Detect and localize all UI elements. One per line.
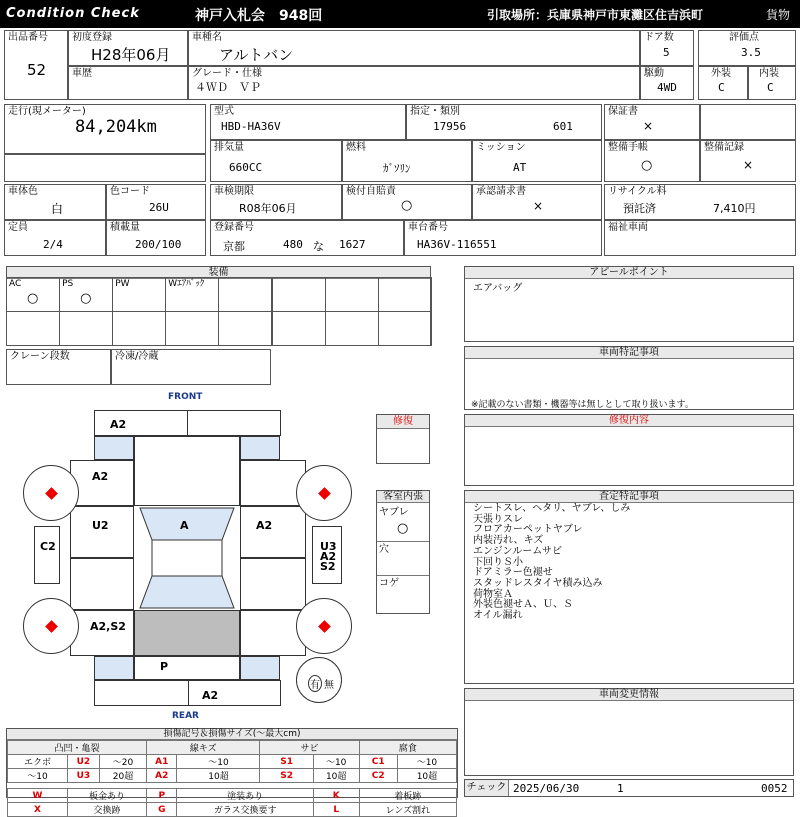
- equipment-cell: [165, 277, 219, 312]
- equipment-cell: [378, 277, 432, 312]
- left-rear-door: [70, 558, 134, 610]
- note-line: 下回りＳ小: [473, 556, 523, 568]
- drive: 4WD: [657, 81, 677, 94]
- spare-yes: 有: [308, 675, 322, 692]
- equipment-mark: ○: [27, 291, 39, 306]
- appeal-text: エアバッグ: [473, 283, 523, 294]
- change-info-panel: 車両変更情報: [464, 688, 794, 776]
- record-box: 整備記録 ×: [700, 140, 796, 182]
- hood: [134, 436, 240, 506]
- maint-book: ○: [641, 158, 653, 173]
- logo: Condition Check: [6, 6, 140, 21]
- disp-box: 排気量 660CC: [210, 140, 342, 182]
- plate-kana: な: [313, 240, 324, 253]
- plate-class: 480: [283, 238, 303, 251]
- color-code: 26U: [149, 201, 169, 214]
- welfare-box: 福祉車両: [604, 220, 796, 256]
- mark-right-side-3: S2: [320, 560, 336, 573]
- check-row: [464, 779, 794, 797]
- check-label: チェック: [465, 780, 509, 796]
- mission-box: ミッション AT: [472, 140, 602, 182]
- warranty: ×: [643, 119, 654, 133]
- right-front-door: [240, 506, 306, 558]
- load-capacity: 200/100: [135, 238, 182, 251]
- mark-front-bumper: A2: [110, 418, 127, 431]
- name-box: 車種名 アルトバン: [188, 30, 640, 66]
- inspection-box: 車検期限 R08年06月: [210, 184, 342, 220]
- note-line: スタッドレスタイヤ積み込み: [473, 577, 603, 589]
- right-headlight: [240, 436, 280, 460]
- displacement: 660CC: [229, 161, 263, 174]
- doors-box: ドア数 5: [640, 30, 694, 66]
- recycle-fee: 7,410円: [713, 202, 756, 215]
- car-name: アルトバン: [219, 46, 294, 64]
- mark-rear-bumper: A2: [202, 689, 219, 702]
- equipment-cell: [112, 277, 166, 312]
- fridge-box: 冷凍/冷蔵: [111, 349, 271, 385]
- mark-tailgate: P: [160, 660, 169, 673]
- notes-list: [473, 504, 630, 622]
- left-quarter: [70, 610, 134, 656]
- crane-box: クレーン段数: [6, 349, 111, 385]
- mileage: 84,204km: [75, 117, 157, 137]
- plate-box: 登録番号 京都 480 な 1627: [210, 220, 404, 256]
- score-box: 評価点 3.5: [698, 30, 796, 66]
- equipment-title: 装備: [7, 267, 430, 279]
- luggage-area: [134, 610, 240, 656]
- cabin-tear-mark: ○: [397, 521, 409, 536]
- wheel-rear-right: [296, 598, 352, 654]
- right-taillight: [240, 656, 280, 680]
- legend-title: 損傷記号＆損傷サイズ(～最大cm): [7, 729, 457, 740]
- ext-box: 外装 C: [698, 66, 748, 100]
- check-date: 2025/06/30: [513, 782, 580, 795]
- appeal-panel: アピールポイント エアバッグ: [464, 266, 794, 342]
- wheel-rear-left: [23, 598, 79, 654]
- equipment-cell: [59, 277, 113, 312]
- maint-record: ×: [743, 158, 754, 172]
- plate-number: 1627: [339, 238, 366, 251]
- mark-left-fender: A2: [92, 470, 109, 483]
- model-box: 型式 HBD-HA36V: [210, 104, 406, 140]
- capacity-box: 定員 2/4: [4, 220, 106, 256]
- mark-left-side: C2: [40, 540, 56, 553]
- equipment-cell: [59, 311, 113, 346]
- designation-box: 指定・類別 17956 601: [406, 104, 602, 140]
- equipment-label: Wｴｱﾊﾞｯｸ: [168, 279, 205, 289]
- equipment-mark: ○: [80, 291, 92, 306]
- mark-right-front-door: A2: [256, 519, 273, 532]
- equipment-cell: [325, 277, 379, 312]
- auction-title: 神戸入札会 948回: [195, 8, 323, 24]
- history-box: 車歴: [68, 66, 188, 100]
- special-panel: 車両特記事項 ※記載のない書類・機器等は無しとして取り扱います。: [464, 346, 794, 410]
- blank-box: [4, 154, 206, 182]
- category: 601: [553, 120, 573, 133]
- color-code-box: 色コード 26U: [106, 184, 206, 220]
- inspection-notes-panel: 査定特記事項 シートスレ、ヘタリ、ヤブレ、しみ 天張りスレ フロアカーペットヤブレ 内装汚れ、キズ エンジンルームサビ 下回りＳ小 ドアミラー色褪せ スタッドレスタイヤ積み込み 荷物室Ａ 外装色褪せＡ、Ｕ、Ｓ オイル漏れ: [464, 490, 794, 684]
- load-box: 積載量 200/100: [106, 220, 206, 256]
- lot-box: 出品番号 52: [4, 30, 68, 100]
- left-headlight: [94, 436, 134, 460]
- recycle-box: リサイクル料 預託済 7,410円: [604, 184, 796, 220]
- fuel-box: 燃料 ｶﾞｿﾘﾝ: [342, 140, 472, 182]
- int-grade: C: [767, 81, 774, 94]
- approval-box: 承認請求書 ×: [472, 184, 602, 220]
- mark-left-front-door: U2: [92, 519, 109, 532]
- legend: [6, 728, 458, 816]
- blank-box-2: [700, 104, 796, 140]
- score: 3.5: [741, 46, 761, 59]
- equipment-cell: [218, 311, 272, 346]
- inspection-expiry: R08年06月: [239, 202, 297, 215]
- note-line: ドアミラー色褪せ: [473, 567, 553, 579]
- repair-content-panel: 修復内容: [464, 414, 794, 486]
- equipment-label: PS: [62, 279, 74, 289]
- chassis-box: 車台番号 HA36V-116551: [404, 220, 602, 256]
- note-line: 内装汚れ、キズ: [473, 535, 544, 547]
- first-reg: H28年06月: [91, 46, 171, 64]
- doors: 5: [663, 46, 670, 59]
- equipment-cell: [6, 277, 60, 312]
- wheel-front-right: [296, 465, 352, 521]
- note-line: シートスレ、ヘタリ、ヤブレ、しみ: [473, 503, 631, 514]
- rear-label: REAR: [172, 711, 199, 721]
- body-color: 白: [51, 202, 64, 216]
- fuel: ｶﾞｿﾘﾝ: [383, 162, 411, 175]
- equipment-cell: [272, 277, 326, 312]
- maint-box: 整備手帳 ○: [604, 140, 700, 182]
- model: HBD-HA36V: [221, 120, 281, 133]
- designation: 17956: [433, 120, 467, 133]
- check-num: 1: [617, 782, 624, 795]
- color-box: 車体色 白: [4, 184, 106, 220]
- note-line: 荷物室Ａ: [473, 588, 513, 600]
- equipment-cell: [6, 311, 60, 346]
- header-bar: [0, 0, 800, 28]
- lot-number: 52: [27, 61, 47, 79]
- drive-box: 駆動 4WD: [640, 66, 694, 100]
- pickup-location: 引取場所：兵庫県神戸市東灘区住吉浜町: [487, 8, 704, 22]
- spare-no: 無: [324, 680, 334, 691]
- equipment-cell: [165, 311, 219, 346]
- special-note: ※記載のない書類・機器等は無しとして取り扱います。: [471, 400, 694, 410]
- mark-right-side-2: A2: [320, 550, 337, 563]
- repair-box: 修復: [376, 414, 430, 464]
- mileage-box: 走行(現メーター) 84,204km: [4, 104, 206, 154]
- first-reg-box: 初度登録 H28年06月: [68, 30, 188, 66]
- left-side-panel: [34, 526, 60, 584]
- grade-box: グレード・仕様 ４ＷＤ ＶＰ: [188, 66, 640, 100]
- tailgate: [134, 656, 240, 680]
- right-rear-door: [240, 558, 306, 610]
- grade: ４ＷＤ ＶＰ: [195, 81, 261, 94]
- warranty-box: 保証書 ×: [604, 104, 700, 140]
- note-line: フロアカーペットヤブレ: [473, 524, 583, 536]
- left-taillight: [94, 656, 134, 680]
- approval: ×: [533, 199, 544, 213]
- equipment-label: PW: [115, 279, 130, 289]
- selfcheck-box: 検付自賠責 ○: [342, 184, 472, 220]
- note-line: オイル漏れ: [473, 610, 523, 622]
- mission: AT: [513, 161, 527, 174]
- wheel-front-left: [23, 465, 79, 521]
- plate-area: 京都: [223, 240, 245, 253]
- int-box: 内装 C: [748, 66, 796, 100]
- cargo-type: 貨物: [766, 8, 791, 22]
- mark-left-quarter: A2,S2: [90, 620, 126, 633]
- cabin-box: 客室内張 ヤブレ ○ 穴 コゲ: [376, 490, 430, 614]
- left-front-door: [70, 506, 134, 558]
- ext-grade: C: [718, 81, 725, 94]
- equipment-cell: [378, 311, 432, 346]
- equipment-cell: [272, 311, 326, 346]
- equipment-label: AC: [9, 279, 22, 289]
- equipment-cell: [112, 311, 166, 346]
- note-line: 外装色褪せＡ、Ｕ、Ｓ: [473, 599, 573, 611]
- equipment-cell: [325, 311, 379, 346]
- mark-roof: A: [180, 519, 189, 532]
- check-code: 0052: [761, 782, 788, 795]
- selfcheck: ○: [401, 198, 413, 213]
- recycle-status: 預託済: [623, 202, 656, 215]
- capacity: 2/4: [43, 238, 63, 251]
- front-label: FRONT: [168, 392, 203, 402]
- left-fender: [70, 460, 134, 506]
- note-line: エンジンルームサビ: [473, 545, 563, 557]
- note-line: 天張りスレ: [473, 513, 523, 525]
- legend-table: 凸凹・亀裂 線キズ サビ 腐食 エクボ U2 ～20 A1 ～10 S1 ～10 C1 ～10 ～10 U3 20超 A2 10超 S2 10超 C2 10超 W 板金あり P 塗装あり K 着板跡 X 交換跡 G ガラス交換要す L レンズ割れ: [7, 740, 457, 817]
- front-bumper-left: [94, 410, 188, 436]
- mark-right-side-1: U3: [320, 540, 337, 553]
- equipment-cell: [218, 277, 272, 312]
- chassis-number: HA36V-116551: [417, 238, 497, 251]
